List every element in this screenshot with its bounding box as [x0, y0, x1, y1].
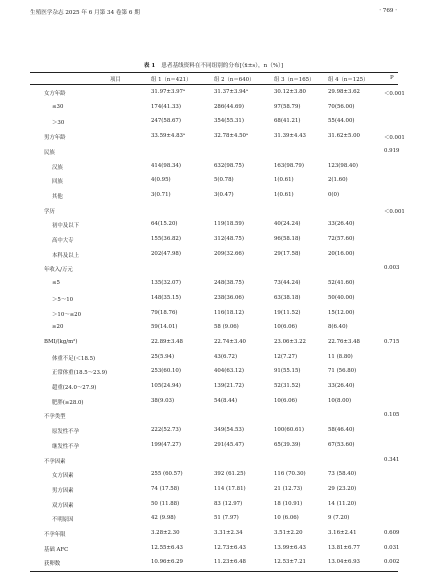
cell-group2: 286(44.69): [214, 103, 244, 110]
table-row: [30, 279, 398, 289]
row-label: 民族: [44, 149, 55, 156]
journal-title: 生殖医学杂志 2025 年 6 月第 34 卷第 6 期: [30, 10, 140, 16]
table-row: [30, 397, 398, 407]
table-row: [30, 264, 398, 274]
cell-p-value: 0.105: [384, 412, 400, 419]
row-label: 高中大专: [52, 238, 74, 244]
cell-group3: 21 (12.73): [274, 485, 303, 492]
cell-group2: 116(18.12): [214, 309, 244, 316]
row-label: 双方因素: [52, 502, 74, 509]
table-row: [30, 294, 398, 304]
cell-group4: 11 (8.80): [328, 353, 353, 360]
cell-group2: 22.74±3.40: [214, 338, 246, 345]
cell-group3: 29(17.58): [274, 250, 301, 257]
cell-group2: 404(63.12): [214, 368, 244, 375]
cell-group4: 50(40.00): [328, 294, 355, 301]
table-row: [30, 220, 398, 230]
cell-group4: 15(12.00): [328, 309, 355, 316]
cell-group4: 29 (23.20): [328, 485, 357, 492]
cell-group2: 51 (7.97): [214, 515, 239, 522]
cell-group2: 3(0.47): [214, 191, 234, 198]
cell-group4: 13.81±6.77: [328, 544, 360, 551]
table-row: [30, 426, 398, 436]
cell-group3: 52(31.52): [274, 383, 301, 389]
cell-group2: 291(45.47): [214, 441, 244, 448]
page-number: · 769 ·: [379, 8, 397, 14]
cell-group4: 9 (7.20): [328, 515, 350, 522]
cell-group3: 23.06±3.22: [274, 338, 306, 345]
header-rule: [30, 84, 398, 85]
cell-group2: 83 (12.97): [214, 500, 243, 507]
cell-group1: 135(32.07): [151, 280, 181, 287]
cell-group3: 116 (70.30): [274, 471, 306, 478]
row-label: ＞10～≤20: [52, 311, 82, 318]
row-label: ＞30: [52, 120, 65, 127]
table-row: [30, 235, 398, 245]
col-header-group2: 组 2（n＝640）: [214, 77, 255, 83]
cell-group1: 74 (17.58): [151, 485, 180, 492]
table-row: [30, 470, 398, 480]
table-row: [30, 309, 398, 319]
cell-group2: 32.78±4.50ᵃ: [214, 133, 249, 140]
table-row: [30, 132, 405, 142]
cell-group3: 1(0.61): [274, 177, 294, 184]
table-row: [30, 558, 398, 568]
cell-group1: 199(47.27): [151, 441, 181, 448]
cell-p-value: ＜0.001: [384, 208, 405, 215]
cell-group1: 25(5.94): [151, 353, 175, 360]
cell-group2: 11.23±6.48: [214, 559, 246, 566]
cell-group2: 58 (9.06): [214, 324, 239, 331]
row-label: 肥胖(≥28.0): [52, 399, 84, 406]
table-row: [30, 117, 398, 127]
cell-group1: 414(98.34): [151, 162, 181, 169]
cell-group2: 54(8.44): [214, 397, 238, 404]
cell-group4: 13.04±6.93: [328, 559, 360, 566]
cell-group1: 10.96±6.29: [151, 559, 183, 566]
cell-group4: 3.16±2.41: [328, 530, 357, 536]
table-row: [30, 529, 398, 539]
cell-group1: 38(9.03): [151, 397, 175, 404]
row-label: 年收入/万元: [44, 267, 73, 274]
cell-group3: 1(0.61): [274, 191, 294, 198]
cell-group4: 70(56.00): [328, 103, 355, 110]
cell-group1: 148(35.15): [151, 294, 181, 301]
table-row: [30, 411, 398, 421]
cell-group2: 3.31±2.34: [214, 530, 243, 536]
cell-group4: 8(6.40): [328, 324, 348, 331]
table-row: [30, 500, 398, 510]
cell-group3: 63(38.18): [274, 294, 301, 301]
cell-group2: 312(48.75): [214, 236, 244, 242]
cell-group1: 3(0.71): [151, 191, 171, 198]
cell-group3: 13.99±6.43: [274, 544, 306, 551]
cell-group4: 67(53.60): [328, 441, 355, 448]
table-number: 表 1: [143, 63, 156, 69]
cell-group2: 139(21.72): [214, 383, 244, 389]
cell-group2: 31.37±3.94ᵃ: [214, 89, 249, 95]
cell-p-value: ＜0.001: [384, 91, 405, 97]
cell-group3: 10(6.06): [274, 324, 298, 331]
cell-p-value: 0.341: [384, 456, 400, 463]
cell-group1: 3.28±2.30: [151, 530, 180, 536]
row-label: 继发性不孕: [52, 443, 79, 450]
table-row: [30, 147, 398, 157]
row-label: 不明原因: [52, 517, 74, 524]
col-header-group1: 组 1（n＝421）: [151, 77, 192, 83]
cell-group1: 59(14.01): [151, 324, 178, 331]
cell-group1: 12.55±6.43: [151, 544, 183, 551]
table-title: 患者基线资料在不同组别的分布[（x̄±s），n（%）]: [161, 63, 284, 69]
col-header-p: P: [390, 75, 394, 81]
cell-group3: 73(44.24): [274, 280, 301, 287]
cell-group4: 52(41.60): [328, 280, 355, 287]
cell-group3: 18 (10.91): [274, 500, 303, 507]
row-label: 女方因素: [52, 473, 74, 480]
table-row: [30, 382, 398, 392]
cell-group1: 79(18.76): [151, 309, 178, 316]
table-header-row: [30, 74, 398, 84]
cell-group3: 68(41.21): [274, 118, 301, 125]
cell-group1: 4(0.95): [151, 177, 171, 184]
row-label: ≤5: [52, 280, 60, 287]
cell-group4: 71 (56.80): [328, 368, 357, 375]
cell-group4: 33(26.40): [328, 383, 355, 389]
cell-group1: 202(47.98): [151, 250, 181, 257]
cell-group1: 50 (11.88): [151, 500, 180, 507]
cell-group1: 253(60.10): [151, 368, 181, 375]
table-row: [30, 250, 398, 260]
cell-group2: 114 (17.81): [214, 485, 246, 492]
table-row: [30, 353, 398, 363]
cell-group2: 12.73±6.43: [214, 544, 246, 551]
cell-group2: 5(0.78): [214, 177, 234, 184]
cell-group1: 222(52.73): [151, 427, 181, 434]
row-label: 初中及以下: [52, 223, 79, 230]
cell-group4: 33(26.40): [328, 221, 355, 228]
cell-group4: 58(46.40): [328, 427, 355, 434]
table-row: [30, 338, 398, 348]
row-label: 不孕因素: [44, 458, 66, 465]
col-header-item: 项目: [110, 77, 121, 83]
cell-group3: 3.51±2.20: [274, 530, 303, 536]
cell-group1: 155(36.82): [151, 236, 181, 242]
cell-p-value: 0.003: [384, 265, 400, 272]
table-caption: [0, 61, 427, 69]
row-label: 本科及以上: [52, 252, 79, 259]
cell-group3: 97(58.79): [274, 103, 301, 110]
cell-group1: 64(15.20): [151, 221, 178, 228]
cell-group1: 33.59±4.83ᵃ: [151, 133, 186, 140]
row-label: 其他: [52, 193, 63, 200]
cell-group2: 209(32.66): [214, 250, 244, 257]
table-row: [30, 485, 398, 495]
cell-group1: 42 (9.98): [151, 515, 176, 522]
cell-group1: 255 (60.57): [151, 471, 183, 478]
cell-group2: 354(55.31): [214, 118, 244, 125]
cell-p-value: 0.715: [384, 338, 400, 345]
row-label: 获卵数: [44, 561, 61, 568]
cell-group3: 65(39.39): [274, 441, 301, 448]
row-label: 男方年龄: [44, 135, 66, 142]
cell-group3: 96(58.18): [274, 236, 301, 242]
row-label: 回族: [52, 179, 63, 186]
cell-group1: 247(58.67): [151, 118, 181, 125]
cell-p-value: 0.002: [384, 559, 400, 566]
table-row: [30, 176, 398, 186]
cell-group4: 55(44.00): [328, 118, 355, 125]
row-label: BMI/(kg/m²): [44, 338, 78, 345]
row-label: 女方年龄: [44, 91, 66, 97]
row-label: 体重不足(＜18.5): [52, 355, 96, 362]
cell-group2: 248(38.75): [214, 280, 244, 287]
table-row: [30, 441, 398, 451]
cell-group4: 22.76±3.48: [328, 338, 360, 345]
table-row: [30, 206, 405, 216]
row-label: ≥20: [52, 324, 64, 331]
running-header: [30, 8, 397, 20]
col-header-group4: 组 4（n＝125）: [328, 77, 369, 83]
cell-group4: 29.98±3.62: [328, 89, 360, 95]
table-row: [30, 456, 398, 466]
cell-group3: 31.39±4.43: [274, 133, 306, 140]
row-label: 学历: [44, 208, 55, 215]
cell-group3: 19(11.52): [274, 309, 301, 316]
cell-group4: 72(57.60): [328, 236, 355, 242]
cell-group4: 20(16.00): [328, 250, 355, 257]
table-row: [30, 367, 398, 377]
table-row: [30, 162, 398, 172]
row-label: ≤30: [52, 103, 64, 110]
bottom-rule: [30, 571, 398, 572]
table-row: [30, 544, 398, 554]
row-label: 原发性不孕: [52, 429, 79, 436]
cell-group2: 632(98.75): [214, 162, 244, 169]
cell-group3: 12(7.27): [274, 353, 298, 360]
row-label: 超重(24.0～27.9): [52, 385, 97, 391]
cell-group2: 349(54.53): [214, 427, 244, 434]
table-row: [30, 514, 398, 524]
cell-group3: 100(60.61): [274, 427, 304, 434]
cell-group2: 392 (61.25): [214, 471, 246, 478]
cell-group4: 10(8.00): [328, 397, 352, 404]
cell-group3: 163(98.79): [274, 162, 304, 169]
cell-group2: 238(36.06): [214, 294, 244, 301]
cell-group3: 10 (6.06): [274, 515, 299, 522]
cell-group3: 91(55.15): [274, 368, 301, 375]
cell-group4: 14 (11.20): [328, 500, 357, 507]
cell-group3: 10(6.06): [274, 397, 298, 404]
row-label: ＞5～10: [52, 296, 74, 303]
cell-group1: 174(41.33): [151, 103, 181, 110]
table-row: [30, 191, 398, 201]
row-label: 不孕类型: [44, 414, 66, 421]
cell-group4: 31.62±5.00: [328, 133, 360, 140]
row-label: 正常体重(18.5～23.9): [52, 370, 108, 377]
col-header-group3: 组 3（n＝165）: [274, 77, 315, 83]
cell-p-value: 0.031: [384, 544, 400, 551]
table-row: [30, 103, 398, 113]
cell-group3: 30.12±3.80: [274, 89, 306, 95]
row-label: 不孕年限: [44, 532, 66, 538]
cell-group4: 123(98.40): [328, 162, 358, 169]
cell-p-value: 0.919: [384, 147, 400, 154]
top-rule: [30, 72, 398, 73]
cell-group1: 22.89±3.48: [151, 338, 183, 345]
cell-group4: 0(0): [328, 191, 340, 198]
cell-p-value: ＜0.001: [384, 135, 405, 142]
table-row: [30, 88, 405, 98]
cell-p-value: 0.609: [384, 530, 400, 536]
row-label: 汉族: [52, 164, 63, 171]
cell-group1: 31.97±3.97ᵃ: [151, 89, 186, 95]
row-label: 男方因素: [52, 487, 74, 494]
cell-group4: 73 (58.40): [328, 471, 357, 478]
row-label: 基础 AFC: [44, 546, 69, 553]
table-row: [30, 323, 398, 333]
cell-group4: 2(1.60): [328, 177, 348, 184]
cell-group2: 43(6.72): [214, 353, 238, 360]
cell-group2: 119(18.59): [214, 221, 244, 228]
cell-group3: 12.53±7.21: [274, 559, 306, 566]
cell-group1: 105(24.94): [151, 383, 181, 389]
cell-group3: 40(24.24): [274, 221, 301, 228]
